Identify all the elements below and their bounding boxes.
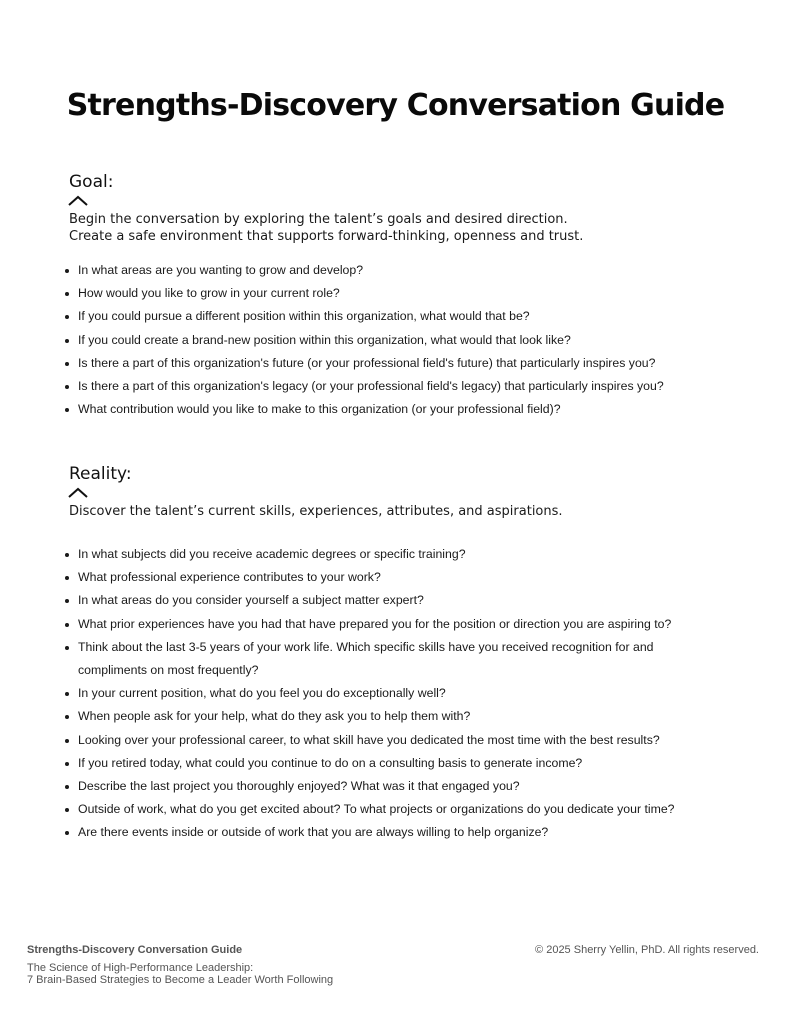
list-item: If you could pursue a different position within this organization, what would that be? <box>64 305 764 328</box>
reality-question-list <box>64 543 764 845</box>
caret-up-icon <box>67 486 89 498</box>
list-item: Are there events inside or outside of work that you are always willing to help organize? <box>64 821 764 844</box>
goal-section <box>69 172 769 245</box>
list-item: What professional experience contributes to your work? <box>64 566 764 589</box>
goal-intro <box>69 211 769 245</box>
list-item: When people ask for your help, what do they ask you to help them with? <box>64 705 764 728</box>
footer-book-line-2: 7 Brain-Based Strategies to Become a Leader Worth Following <box>27 974 334 986</box>
reality-intro-line-1: Discover the talent’s current skills, experiences, attributes, and aspirations. <box>69 504 563 519</box>
list-item: In what areas are you wanting to grow and develop? <box>64 259 764 282</box>
list-item: What prior experiences have you had that have prepared you for the position or direction you are aspiring to? <box>64 613 764 636</box>
list-item: Describe the last project you thoroughly enjoyed? What was it that engaged you? <box>64 775 764 798</box>
list-item: In your current position, what do you feel you do exceptionally well? <box>64 682 764 705</box>
list-item: Think about the last 3-5 years of your work life. Which specific skills have you received recognition for and compliments on most frequently? <box>64 636 718 682</box>
footer-copyright: © 2025 Sherry Yellin, PhD. All rights reserved. <box>535 944 759 956</box>
reality-intro <box>69 503 769 520</box>
list-item: Is there a part of this organization's future (or your professional field's future) that particularly inspires you? <box>64 352 764 375</box>
section-heading-goal: Goal: <box>69 172 114 192</box>
list-item: Is there a part of this organization's legacy (or your professional field's legacy) that particularly inspires you? <box>64 375 764 398</box>
list-item: If you retired today, what could you continue to do on a consulting basis to generate income? <box>64 752 764 775</box>
list-item: Outside of work, what do you get excited about? To what projects or organizations do you dedicate your time? <box>64 798 764 821</box>
reality-section <box>69 464 769 520</box>
caret-up-icon <box>67 194 89 206</box>
list-item: In what subjects did you receive academic degrees or specific training? <box>64 543 764 566</box>
list-item: What contribution would you like to make to this organization (or your professional field)? <box>64 398 764 421</box>
goal-intro-line-1: Begin the conversation by exploring the talent’s goals and desired direction. <box>69 212 568 227</box>
footer-title: Strengths-Discovery Conversation Guide <box>27 944 243 956</box>
page-title: Strengths-Discovery Conversation Guide <box>66 88 725 123</box>
goal-question-list <box>64 259 764 421</box>
goal-intro-line-2: Create a safe environment that supports forward-thinking, openness and trust. <box>69 229 584 244</box>
section-heading-reality: Reality: <box>69 464 132 484</box>
list-item: How would you like to grow in your current role? <box>64 282 764 305</box>
list-item: If you could create a brand-new position within this organization, what would that look like? <box>64 329 764 352</box>
footer-book-title <box>27 962 333 986</box>
list-item: In what areas do you consider yourself a subject matter expert? <box>64 589 764 612</box>
footer-left <box>27 943 333 986</box>
footer-book-line-1: The Science of High-Performance Leadership: <box>27 962 254 974</box>
list-item: Looking over your professional career, to what skill have you dedicated the most time with the best results? <box>64 729 764 752</box>
